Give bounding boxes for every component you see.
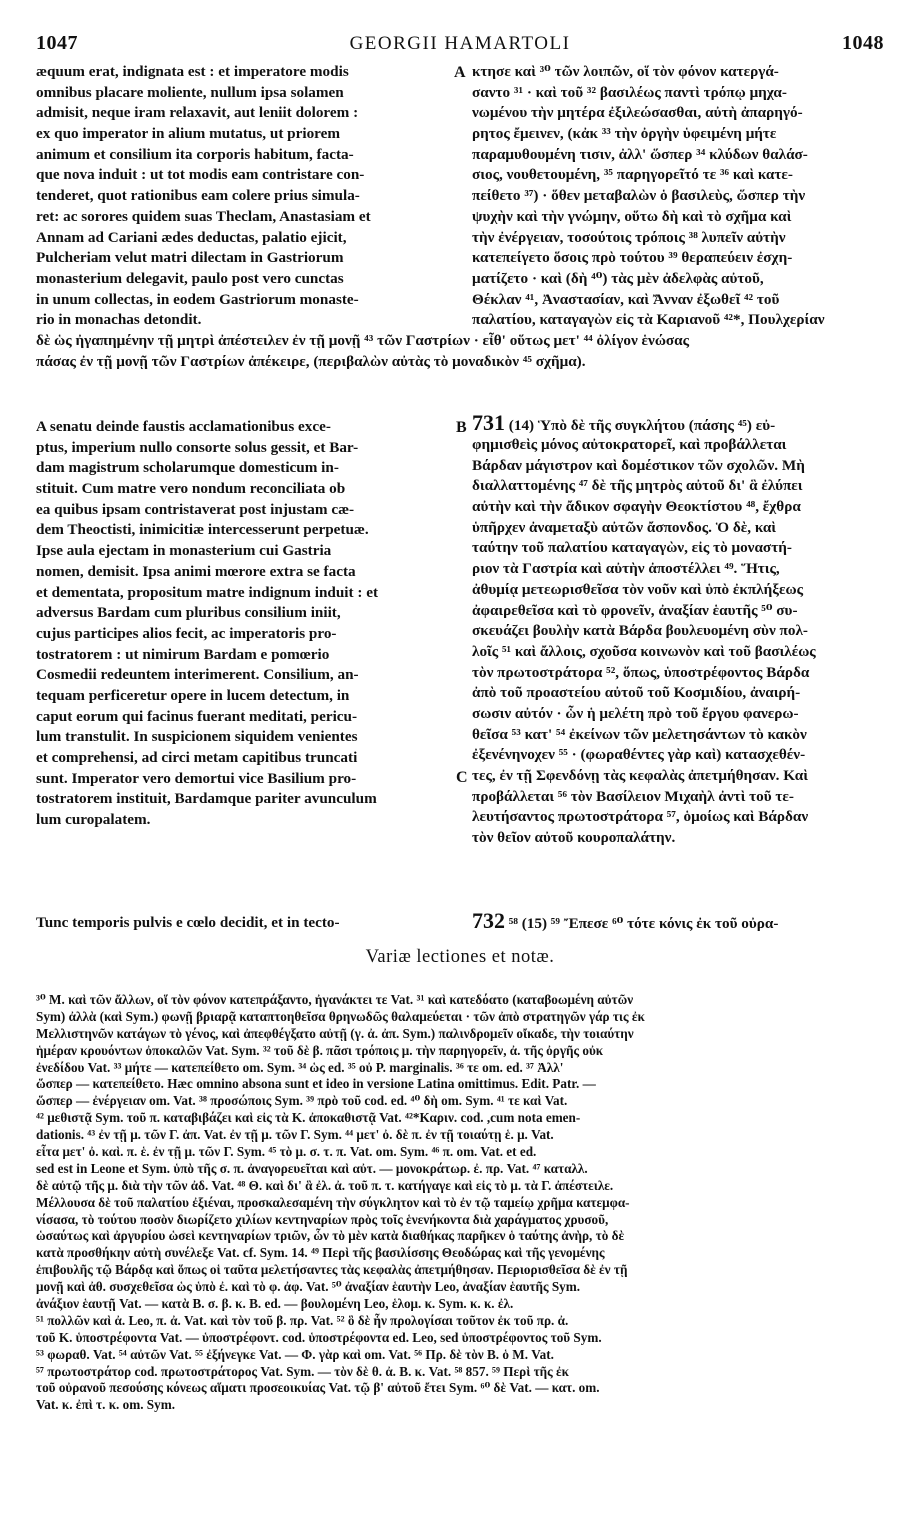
note-line: ⁵¹ πολλῶν καὶ ἀ. Leo, π. ἀ. Vat. καὶ τὸν τοῦ β. πρ. Vat. ⁵² ὃ δὲ ἦν προλογίσαι τοῦτον ἐκ τοῦ πρ. ἀ. xyxy=(36,1312,569,1328)
section-732-line xyxy=(472,911,886,933)
note-line: κατὰ προσθήκην αὐτὴ συνέλεξε Vat. cf. Sym. 14. ⁴⁹ Περὶ τῆς βασιλίσσης Θεοδώρας καὶ τῆς γενομένης xyxy=(36,1245,605,1261)
note-line: ἀνάξιον ἑαυτῇ Vat. — κατὰ Β. σ. β. κ. Β. ed. — βουλομένη Leo, ἑλομ. κ. Sym. κ. κ. ἐλ. xyxy=(36,1296,514,1312)
greek-text-line: θεῖσα ⁵³ κατ' ⁵⁴ ἐκείνων τῶν μελετησάντων τὸ κακὸν xyxy=(472,725,807,743)
variant-readings-notes xyxy=(36,992,892,1414)
margin-letter-a: A xyxy=(454,64,466,81)
notes-heading: Variæ lectiones et notæ. xyxy=(365,947,555,967)
greek-text-line: προβάλλεται ⁵⁶ τὸν Βασίλειον Μιχαὴλ ἀντὶ τοῦ τε- xyxy=(472,787,794,805)
latin-text-line: tequam perficeretur opere in lucem detectum, in xyxy=(36,686,350,704)
greek-text-line: τὸν πρωτοστράτορα ⁵², ὅπως, ὑποστρέφοντος Βάρδα xyxy=(472,663,810,681)
page-number-left: 1047 xyxy=(36,32,78,54)
latin-text-line: Cosmedii redeuntem interimerent. Consilium, an- xyxy=(36,666,359,684)
latin-text-line: rio in monachas detondit. xyxy=(36,311,202,329)
note-line: εἶτα μετ' ὀ. καὶ. π. ἑ. ἐν τῇ μ. τῶν Γ. Sym. ⁴⁵ τὸ μ. σ. τ. π. Vat. om. Sym. ⁴⁶ π. om. Vat. et ed. xyxy=(36,1144,537,1160)
note-line: ⁵⁷ πρωτοστράτορ cod. πρωτοστράτορος Vat. Sym. — τὸν δὲ θ. ἀ. Β. κ. Vat. ⁵⁸ 857. ⁵⁹ Περὶ τῆς ἐκ xyxy=(36,1363,569,1379)
greek-text-line: αὐτὴν καὶ τὴν ἄδικον σφαγὴν Θεοκτίστου ⁴⁸, ἔχθρα xyxy=(472,498,801,516)
latin-text-line: tenderet, quot rationibus eam colere prius simula- xyxy=(36,187,360,205)
latin-text-line: et comprehensi, ad circi metam capitibus truncati xyxy=(36,749,358,766)
latin-last-line-text: Tunc temporis pulvis e cœlo decidit, et in tecto- xyxy=(36,914,340,931)
greek-text-line: ἐξενένηνοχεν ⁵⁵ · (φωραθέντες γὰρ καὶ) κατασχεθέν- xyxy=(472,746,806,764)
latin-text-line: Annam ad Cariani ædes deductas, palatio ejicit, xyxy=(36,228,347,246)
latin-last-line xyxy=(36,913,452,934)
running-title: GEORGII HAMARTOLI xyxy=(349,33,571,54)
greek-text-line: κατεπείγετο ὅσοις πρὸ τούτου ³⁹ θεραπεύειν ἐσχη- xyxy=(472,249,793,267)
note-line: Vat. κ. ἐπὶ τ. κ. om. Sym. xyxy=(36,1397,176,1413)
latin-text-line: lum transtulit. In suspicionem siquidem venientes xyxy=(36,728,358,746)
greek-text-line: φημισθεὶς μόνος αὐτοκρατορεῖ, καὶ προβάλλεται xyxy=(472,436,787,453)
note-line: νίσασα, τὸ τούτου ποσὸν διωρίζετο χιλίων κεντηναρίων πρὸς τοῖς ἑνενήκοντα διὰ χαράγματος χρυσοῦ, xyxy=(36,1211,609,1227)
note-line: Μέλλουσα δὲ τοῦ παλατίου ἐξιέναι, προσκαλεσαμένη τὴν σύγκλητον καὶ τὸ ἐν τῷ ταμείῳ χρῆμα κατεμφα- xyxy=(36,1194,630,1210)
latin-text-line: omnibus placare moliente, nullum ipsa solamen xyxy=(36,83,344,101)
latin-text-line: nomen, demisit. Ipsa animi mœrore extra se facta xyxy=(36,562,356,580)
note-line: dationis. ⁴³ ἐν τῇ μ. τῶν Γ. ἀπ. Vat. ἐν τῇ μ. τῶν Γ. Sym. ⁴⁴ μετ' ὀ. δὲ π. ἐν τῇ τοιαύτῃ ἑ. μ. Vat. xyxy=(36,1127,554,1143)
section-731-first-line-text: (14) Ὑπὸ δὲ τῆς συγκλήτου (πάσης ⁴⁵) εὐ- xyxy=(508,417,776,434)
greek-text-line: σκευάζει βουλὴν κατὰ Βάρδα βουλευομένη σὺν πολ- xyxy=(472,622,808,640)
greek-text-line: παραμυθουμένη τισιν, ἀλλ' ὥσπερ ³⁴ κλύδων θαλάσ- xyxy=(472,145,808,163)
latin-text-line: adversus Bardam cum pluribus consilium iniit, xyxy=(36,604,341,622)
latin-text-line: dam magistrum scholarumque domesticum in- xyxy=(36,459,339,477)
latin-text-line: A senatu deinde faustis acclamationibus exce- xyxy=(36,418,331,435)
latin-text-line: sunt. Imperator vero demortui vice Basilium pro- xyxy=(36,769,357,787)
greek-text-line: νωμένου τὴν μητέρα ἐξιλεώσασθαι, αὐτὴ ἀπαρηγό- xyxy=(472,104,803,122)
greek-text-line: σωσιν αὐτόν · ὧν ἡ μελέτη πρὸ τοῦ ἔργου φανερω- xyxy=(472,704,799,722)
greek-column-part1 xyxy=(472,62,886,331)
latin-text-line: lum curopalatem. xyxy=(36,811,151,829)
note-line: ἡμέραν κρουόντων ὀποκαλῶν Vat. Sym. ³² τοῦ δὲ β. πᾶσι τρόποις μ. τὴν παρηγορεῖν, ἀ. τῆς ὀργῆς οὐκ xyxy=(36,1042,604,1058)
greek-full-width-text xyxy=(36,331,886,372)
note-line: ἐνεδίδου Vat. ³³ μήτε — κατεπείθετο om. Sym. ³⁴ ὡς ed. ³⁵ οὐ P. marginalis. ³⁶ τε om. ed. ³⁷ Ἀλλ' xyxy=(36,1059,564,1075)
latin-column-part2 xyxy=(36,417,452,831)
section-number-731: 731 xyxy=(472,413,505,435)
greek-text-line: πείθετο ³⁷) · ὅθεν μεταβαλὼν ὁ βασιλεὺς, ὥσπερ τὴν xyxy=(472,187,806,205)
latin-text-line: æquum erat, indignata est : et imperatore modis xyxy=(36,63,349,80)
note-line: sed est in Leone et Sym. ὑπὸ τῆς σ. π. ἀναγορευεῖται καὶ αὐτ. — μονοκράτωρ. ἐ. πρ. Vat. ⁴⁷ καταλλ. xyxy=(36,1160,588,1176)
margin-letter-b: B xyxy=(456,419,467,436)
latin-text-line: admisit, neque iram relaxavit, aut leniit dolorem : xyxy=(36,104,359,122)
note-line: Μελλιστηνῶν κατάγων τὸ γένος, καὶ ἀπεφθέγξατο αὐτῇ (γ. ἀ. ἀπ. Sym.) παλινδρομεῖν οἴκαδε, τὴν τοιαύτην xyxy=(36,1025,634,1041)
greek-text-line: Θέκλαν ⁴¹, Ἀναστασίαν, καὶ Ἄνναν ἐξωθεῖ ⁴² τοῦ xyxy=(472,290,780,308)
greek-section-732 xyxy=(472,911,886,933)
greek-text-line: ψυχὴν καὶ τὴν γνώμην, οὕτω δὴ καὶ τὸ σχῆμα καὶ xyxy=(472,207,792,225)
margin-letter-c: C xyxy=(456,769,468,786)
latin-column-part1 xyxy=(36,62,452,331)
note-line: τοῦ οὐρανοῦ πεσούσης κόνεως αἵματι προσεοικυίας Vat. τῷ β' αὐτοῦ ἔτει Sym. ⁶⁰ δὲ Vat. — κατ. om. xyxy=(36,1380,600,1396)
greek-text-line: ρητος ἔμεινεν, (κἀκ ³³ τὴν ὀργὴν ὑφειμένη μήτε xyxy=(472,125,777,143)
greek-full-line: δὲ ὡς ἠγαπημένην τῇ μητρὶ ἀπέστειλεν ἐν τῇ μονῇ ⁴³ τῶν Γαστρίων · εἶθ' οὕτως μετ' ⁴⁴ ὀλίγον ἑνώσας xyxy=(36,332,690,349)
latin-text-line: ret: ac sorores quidem suas Theclam, Anastasiam et xyxy=(36,207,371,225)
latin-text-line: cujus participes alios fecit, ac imperatoris pro- xyxy=(36,624,337,642)
note-line: ὥσπερ — ἐνέργειαν om. Vat. ³⁸ προσώποις Sym. ³⁹ πρὸ τοῦ cod. ed. ⁴⁰ δὴ om. Sym. ⁴¹ τε καὶ Vat. xyxy=(36,1093,568,1109)
greek-text-line: ἀφαιρεθεῖσα καὶ τὸ φρονεῖν, ἀναξίαν ἑαυτῆς ⁵⁰ συ- xyxy=(472,601,798,619)
note-line: ἐπιβουλῆς τῷ Βάρδᾳ καὶ ὅπως οἱ ταῦτα μελετήσαντες τὰς κεφαλὰς ἀπετμήθησαν. Περιορισθεῖσα δὲ ἐν τῇ xyxy=(36,1262,628,1278)
note-line: μονῇ καὶ ἀθ. συσχεθεῖσα ὡς ὑπὸ ἐ. καὶ τὸ φ. ἀφ. Vat. ⁵⁰ ἀναξίαν ἑαυτὴν Leo, ἀναξίαν ἑαυτῆς Sym. xyxy=(36,1279,581,1295)
note-line: ὡσαύτως καὶ ἀργυρίου ὡσεὶ κεντηναρίων τριῶν, ὧν τὸ μὲν κατὰ διαθήκας παρῆκεν ὁ ταύτης ἀνὴρ, τὸ δὲ xyxy=(36,1228,625,1244)
latin-text-line: tostratorem : ut nimirum Bardam e pomœrio xyxy=(36,645,330,663)
page-number-right: 1048 xyxy=(841,32,884,54)
greek-section-731 xyxy=(472,413,886,849)
greek-text-line: ὑπῆρχεν ἀναμεταξὺ αὐτῶν ἄσπονδος. Ὁ δὲ, καὶ xyxy=(472,518,777,536)
greek-text-line: τες, ἐν τῇ Σφενδόνῃ τὰς κεφαλὰς ἀπετμήθησαν. Καὶ xyxy=(472,767,808,784)
section-731-first-line xyxy=(472,413,886,435)
latin-text-line: Ipse aula ejectam in monasterium cui Gastria xyxy=(36,542,332,560)
latin-text-line: in unum collectas, in eodem Gastriorum monaste- xyxy=(36,290,359,308)
greek-text-line: σιος, νουθετουμένη, ³⁵ παρηγορεῖτό τε ³⁶ καὶ κατε- xyxy=(472,166,793,184)
note-line: Sym) ἀλλὰ (καὶ Sym.) φωνῇ βριαρᾷ καταπτοηθεῖσα θρηνωδῶς θαλαμεύεται · τῶν ἀπὸ στρατηγῶν γάρ τις ἐκ xyxy=(36,1008,645,1024)
latin-text-line: dem Theoctisti, inimicitiæ intercesserunt perpetuæ. xyxy=(36,521,369,539)
latin-text-line: Pulcheriam velut matri dilectam in Gastriorum xyxy=(36,249,344,267)
latin-text-line: tostratorem instituit, Bardamque pariter avunculum xyxy=(36,790,377,808)
section-732-text: ⁵⁸ (15) ⁵⁹ Ἔπεσε ⁶⁰ τότε κόνις ἐκ τοῦ οὐρα- xyxy=(508,915,779,932)
greek-text-line: Βάρδαν μάγιστρον καὶ δομέστικον τῶν σχολῶν. Μὴ xyxy=(472,456,805,474)
greek-text-line: λοῖς ⁵¹ καὶ ἄλλοις, σχοῦσα κοινωνὸν καὶ τοῦ βασιλέως xyxy=(472,642,816,660)
greek-text-line: ριον τὰ Γαστρία καὶ αὐτὴν ἀποστέλλει ⁴⁹. Ἥτις, xyxy=(472,560,780,578)
greek-text-line: παλατίου, καταγαγὼν εἰς τὰ Καριανοῦ ⁴²*, Πουλχερίαν xyxy=(472,311,825,329)
running-header xyxy=(36,32,884,58)
greek-text-line: διαλλαττομένης ⁴⁷ δὲ τῆς μητρὸς αὐτοῦ δι' ἃ ἐλύπει xyxy=(472,477,803,495)
section-number-732: 732 xyxy=(472,911,505,933)
greek-text-line: ταύτην τοῦ παλατίου καταγαγὼν, εἰς τὸ μοναστή- xyxy=(472,539,792,557)
greek-text-line: κτησε καὶ ³⁰ τῶν λοιπῶν, οἵ τὸν φόνον κατεργά- xyxy=(472,63,779,80)
latin-text-line: caput eorum qui facinus fuerant meditati, pericu- xyxy=(36,707,358,725)
latin-text-line: ptus, imperium nullo consorte solus gessit, et Bar- xyxy=(36,438,359,456)
note-line: ⁴² μεθιστᾷ Sym. τοῦ π. καταβιβάζει καὶ εἰς τὰ Κ. ἀποκαθιστᾷ Vat. ⁴²*Καριν. cod. ,cum nota emen- xyxy=(36,1110,581,1126)
greek-full-line: πάσας ἐν τῇ μονῇ τῶν Γαστρίων ἀπέκειρε, (περιβαλὼν αὐτὰς τὸ μοναδικὸν ⁴⁵ σχῆμα). xyxy=(36,352,586,370)
latin-text-line: animum et consilium ita corporis habitum, facta- xyxy=(36,145,354,163)
greek-text-line: ἀθυμίᾳ μετεωρισθεῖσα τὸν νοῦν καὶ ὑπὸ ἐκπλήξεως xyxy=(472,580,804,598)
latin-text-line: stituit. Cum matre vero nondum reconciliata ob xyxy=(36,480,346,498)
note-line: ⁵³ φωραθ. Vat. ⁵⁴ αὐτῶν Vat. ⁵⁵ ἐξήνεγκε Vat. — Φ. γὰρ καὶ om. Vat. ⁵⁶ Πρ. δὲ τὸν Β. ὁ Μ. Vat. xyxy=(36,1346,554,1362)
latin-text-line: ea quibus ipsam contristaverat post injustam cæ- xyxy=(36,500,355,518)
greek-text-line: ἀπὸ τοῦ προαστείου αὐτοῦ τοῦ Κοσμιδίου, ἀναιρή- xyxy=(472,684,801,702)
latin-text-line: monasterium delegavit, paulo post vero cunctas xyxy=(36,269,344,287)
note-line: τοῦ Κ. ὑποστρέφοντα Vat. — ὑποστρέφοντ. cod. ὑποστρέφοντα ed. Leo, sed ὑποστρέφοντος τοῦ Sym. xyxy=(36,1329,602,1345)
greek-text-line: τὴν ἐνέργειαν, τοσούτοις τρόποις ³⁸ λυπεῖν αὐτὴν xyxy=(472,228,786,246)
latin-text-line: que nova induit : ut tot modis eam contristare con- xyxy=(36,166,365,184)
greek-text-line: τὸν θεῖον αὐτοῦ κουροπαλάτην. xyxy=(472,829,676,847)
note-line: δὲ αὐτῷ τῆς μ. διὰ τὴν τῶν ἀδ. Vat. ⁴⁸ Θ. καὶ δι' ἃ ἐλ. ἀ. τοῦ π. τ. κατήγαγε καὶ εἰς τὸ μ. τὰ Γ. ἀπέστειλε. xyxy=(36,1177,614,1193)
latin-text-line: ex quo imperator in alium mutatus, ut priorem xyxy=(36,125,341,143)
greek-text-line: ματίζετο · καὶ (δὴ ⁴⁰) τὰς μὲν ἀδελφὰς αὐτοῦ, xyxy=(472,269,764,287)
note-line: ὥσπερ — κατεπείθετο. Hæc omnino absona sunt et ideo in versione Latina omittimus. Edit. Patr. — xyxy=(36,1076,596,1092)
greek-text-line: σαντο ³¹ · καὶ τοῦ ³² βασιλέως παντὶ τρόπῳ μηχα- xyxy=(472,83,787,101)
note-line: ³⁰ M. καὶ τῶν ἄλλων, οἵ τὸν φόνον κατεπράξαντο, ἠγανάκτει τε Vat. ³¹ καὶ κατεδόατο (καταβοωμένη αὐτῶν xyxy=(36,992,634,1007)
greek-text-line: λευτήσαντος πρωτοστράτορα ⁵⁷, ὁμοίως καὶ Βάρδαν xyxy=(472,808,809,826)
latin-text-line: et dementata, propositum matre indignum induit : et xyxy=(36,583,379,601)
